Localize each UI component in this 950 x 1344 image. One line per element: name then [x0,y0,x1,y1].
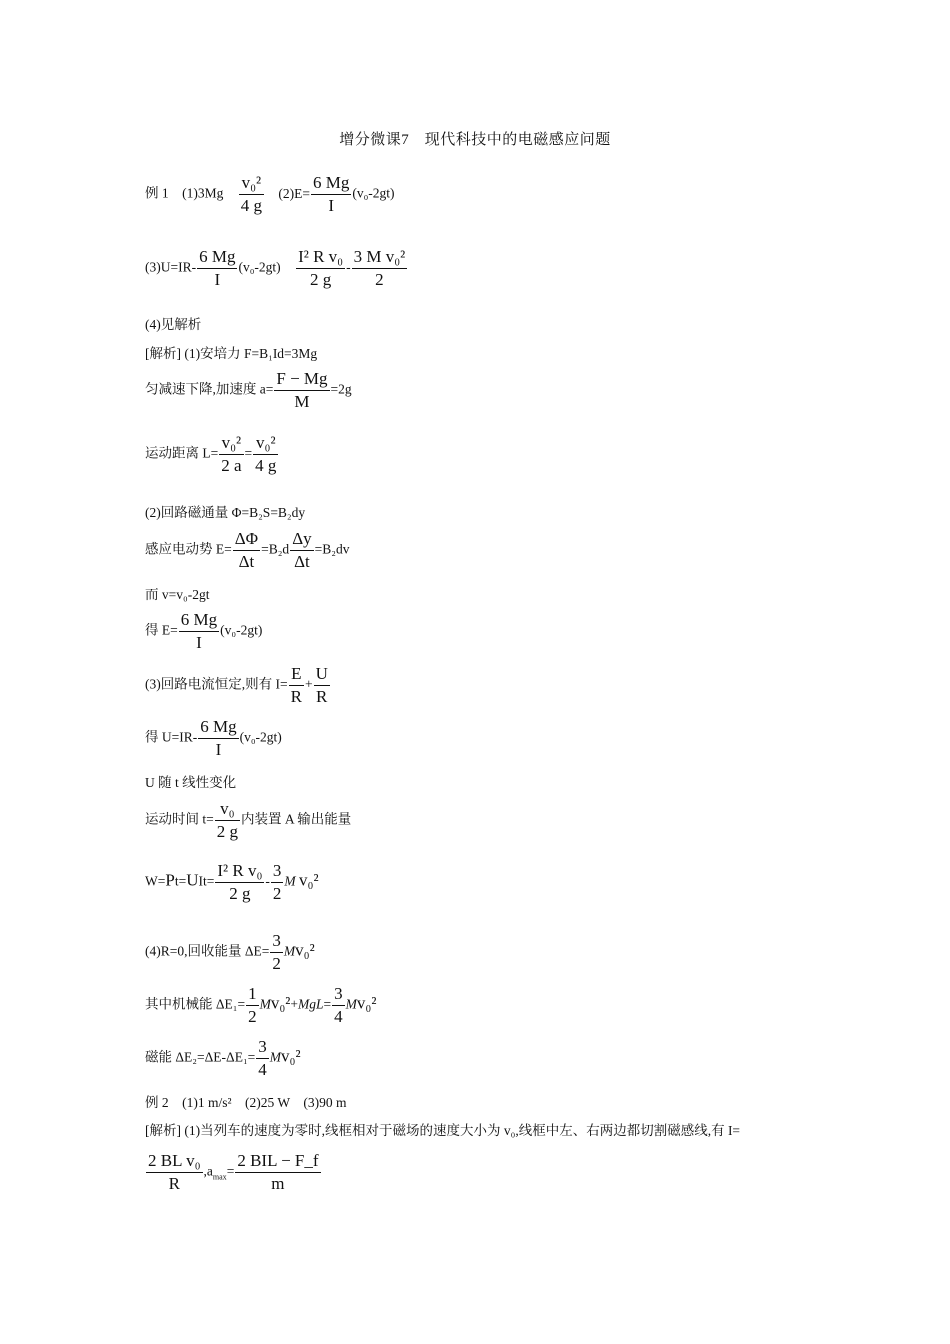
analysis-17 [145,1150,322,1195]
symbol-v0sq-4: v₀² [356,993,377,1013]
ex1-part5: (v₀-2gt) [238,259,281,275]
analysis-2 [145,368,352,413]
analysis-3: 运动距离 L= $\frac{\text{v₀²}}{2 a}$ = $\frac{\text{v₀²}}{4 g}$ [145,433,277,475]
an15-text: 磁能 ΔE₂=ΔE-ΔE₁= [145,1049,256,1065]
frac-2BILFf-m: $\frac{\text{2 BIL − F\_f}}{m}$ [237,1151,319,1193]
page-title: 增分微课7 现代科技中的电磁感应问题 [339,132,611,148]
frac-3-2-b: $\frac{3}{2}$ [272,931,281,973]
an17-eq: = [226,1163,235,1179]
an13-text: (4)R=0,回收能量 ΔE= [145,943,270,959]
analysis-10: U 随 t 线性变化 [145,775,237,790]
analysis-6: 而 v=v₀-2gt [145,587,210,602]
example1-line2: (3)U=IR- $\frac{6 Mg}{I}$ (v₀-2gt) $\frac{\text{I² R v₀}}{2 g}$ - $\frac{\text{3 M v₀²}}{2}$ [145,247,406,289]
frac-U-R: $\frac{U}{R}$ [315,664,328,706]
an9-text: 得 U=IR- [145,729,198,745]
analysis-16: [解析] (1)当列车的速度为零时,线框相对于磁场的速度大小为 v₀,线框中左、右两边都切割磁感线,有 I= [145,1123,741,1138]
ex1-line3: (4)见解析 [145,317,202,332]
an7-text: 得 E= [145,622,178,638]
analysis-15: 磁能 ΔE₂=ΔE-ΔE₁= $\frac{3}{4}$ Mv₀² [145,1037,301,1079]
frac-FMg-M: $\frac{F - Mg}{M}$ [276,369,328,411]
frac-v0-2g: $\frac{\text{v₀}}{2 g}$ [216,799,238,841]
frac-6Mg-I-4: $\frac{6 Mg}{I}$ [200,717,237,759]
an2-tail: =2g [330,381,352,397]
ex1-part4: (3)U=IR- [145,259,197,275]
an3-text: 运动距离 L= [145,445,219,461]
an14-text: 其中机械能 ΔE₁= [145,996,246,1012]
analysis-1: [解析] (1)安培力 F=B₁Id=3Mg [145,346,318,361]
frac-I2Rv0-2g: $\frac{\text{I² R v₀}}{2 g}$ [298,247,344,289]
an2-text: 匀减速下降,加速度 a= [145,381,274,397]
ex1-part1: 例 1 (1)3Mg [145,185,224,201]
frac-2BLv0-R: $\frac{\text{2 BL v₀}}{R}$ [148,1151,201,1193]
analysis-8: (3)回路电流恒定,则有 I= $\frac{E}{R}$ + $\frac{U}{R}$ [145,664,328,706]
symbol-v0sq-3: v₀² [270,993,291,1013]
symbol-v0sq-2: v₀² [295,940,315,960]
an5-tail: =B₂dv [314,541,350,557]
frac-v02-4g: $\frac{\text{v₀²}}{4 g}$ [255,433,277,475]
analysis-12: W=Pt=UIt= $\frac{\text{I² R v₀}}{2 g}$ - $\frac{3}{2}$ M v₀² [145,861,319,903]
analysis-14: 其中机械能 ΔE₁= $\frac{1}{2}$ Mv₀²+MgL= $\frac{3}{4}$ Mv₀² [145,984,377,1026]
an11-tail: 内装置 A 输出能量 [241,811,352,827]
an9-tail: (v₀-2gt) [239,729,282,745]
symbol-v0sq-5: v₀² [281,1046,301,1066]
an7-tail: (v₀-2gt) [220,622,263,638]
frac-3Mv02-2: $\frac{\text{3 M v₀²}}{2}$ [353,247,406,289]
an5-text: 感应电动势 E= [145,541,232,557]
analysis-7 [145,609,262,654]
an17-max: max [212,1172,227,1182]
frac-v0sq-4g: $\frac{\text{v₀²}}{4 g}$ [240,173,262,215]
symbol-U: U [186,870,199,890]
an5-mid: =B₂d [261,541,290,557]
frac-E-R: $\frac{E}{R}$ [290,664,302,706]
an11-text: 运动时间 t= [145,811,214,827]
an17-a: ,a [203,1163,213,1179]
frac-3-4-b: $\frac{3}{4}$ [258,1037,267,1079]
frac-I2Rv0-2g-2: $\frac{\text{I² R v₀}}{2 g}$ [217,861,263,903]
analysis-4: (2)回路磁通量 Φ=B₂S=B₂dy [145,505,306,520]
an8-text: (3)回路电流恒定,则有 I= [145,676,288,692]
example1-line1 [145,172,395,217]
an12-text: W= [145,873,166,889]
frac-1-2: $\frac{1}{2}$ [248,984,257,1026]
frac-v02-2a: $\frac{\text{v₀²}}{2 a}$ [221,433,242,475]
analysis-13: (4)R=0,回收能量 ΔE= $\frac{3}{2}$ Mv₀² [145,931,315,973]
ex1-part2: (2)E= [278,185,310,201]
frac-dPhi-dt: $\frac{\Delta\Phi}{\Delta t}$ [234,529,259,571]
analysis-9 [145,716,282,761]
frac-6Mg-I-3: $\frac{6 Mg}{I}$ [180,610,218,652]
analysis-5 [145,528,349,573]
frac-6Mg-I: $\frac{6 Mg}{I}$ [312,173,350,215]
frac-3-2: $\frac{3}{2}$ [272,861,282,903]
frac-6Mg-I-2: $\frac{6 Mg}{I}$ [199,247,236,289]
symbol-P: P [165,870,175,890]
frac-3-4: $\frac{3}{4}$ [334,984,343,1026]
example2-answers: 例 2 (1)1 m/s² (2)25 W (3)90 m [145,1095,347,1110]
ex1-part3: (v₀-2gt) [352,185,395,201]
analysis-11 [145,798,351,843]
frac-dy-dt: $\frac{\Delta y}{\Delta t}$ [292,529,312,571]
symbol-v0sq: v₀² [299,870,319,890]
